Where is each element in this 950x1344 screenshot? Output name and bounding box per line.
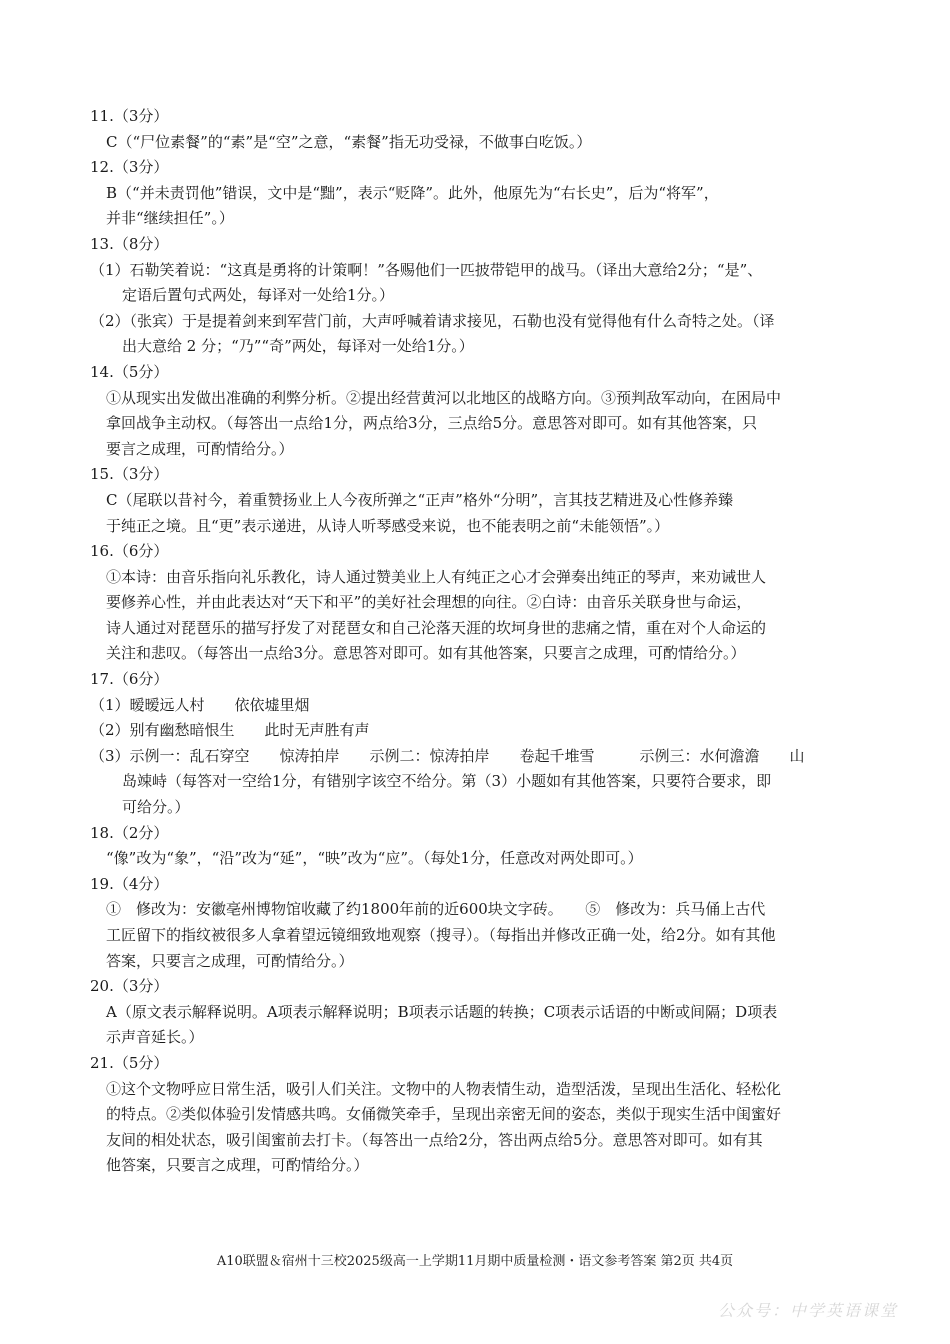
question-number: 21.（5分） bbox=[90, 1053, 169, 1072]
answer-line: 可给分。） bbox=[122, 798, 190, 817]
answer-line: 他答案，只要言之成理，可酌情给分。） bbox=[106, 1156, 369, 1175]
answer-line: 并非“继续担任”。） bbox=[106, 209, 234, 228]
answer-line: ①本诗：由音乐指向礼乐教化，诗人通过赞美业上人有纯正之心才会弹奏出纯正的琴声，来劝诫世人 bbox=[106, 567, 767, 586]
answer-line: 的特点。②类似体验引发情感共鸣。女俑微笑牵手，呈现出亲密无间的姿态，类似于现实生活中闺蜜好 bbox=[106, 1105, 782, 1124]
answer-line: 定语后置句式两处，每译对一处给1分。） bbox=[122, 286, 395, 305]
answer-line: 工匠留下的指纹被很多人拿着望远镜细致地观察（搜寻）。（每指出并修改正确一处，给2分。如有其他 bbox=[106, 926, 776, 944]
answer-line: B（“并未责罚他”错误，文中是“黜”，表示“贬降”。此外，他原先为“右长史”，后为“将军”， bbox=[106, 183, 719, 202]
answer-line: （2）（张宾）于是提着剑来到军营门前，大声呼喊着请求接见，石勒也没有觉得他有什么奇特之处。（译 bbox=[90, 311, 775, 330]
answer-line: 要修养心性，并由此表达对“天下和平”的美好社会理想的向往。②白诗：由音乐关联身世与命运， bbox=[106, 593, 752, 612]
answer-line: 于纯正之境。且“更”表示递进，从诗人听琴感受来说，也不能表明之前“未能领悟”。） bbox=[106, 516, 670, 535]
answer-line: A（原文表示解释说明。A项表示解释说明；B项表示话题的转换；C项表示话语的中断或间隔；D项表 bbox=[106, 1002, 778, 1021]
answer-line: “像”改为“象”，“沿”改为“延”，“映”改为“应”。（每处1分，任意改对两处即可。） bbox=[106, 849, 643, 868]
answer-line: 示声音延长。） bbox=[106, 1028, 204, 1047]
answer-line: 友间的相处状态，吸引闺蜜前去打卡。（每答出一点给2分，答出两点给5分。意思答对即可。如有其 bbox=[106, 1130, 763, 1149]
question-number: 14.（5分） bbox=[90, 362, 169, 381]
question-number: 13.（8分） bbox=[90, 234, 169, 253]
answer-line: 诗人通过对琵琶乐的描写抒发了对琵琶女和自己沦落天涯的坎坷身世的悲痛之情，重在对个人命运的 bbox=[106, 618, 767, 637]
answer-line: 关注和悲叹。（每答出一点给3分。意思答对即可。如有其他答案，只要言之成理，可酌情给分。） bbox=[106, 644, 746, 663]
question-number: 16.（6分） bbox=[90, 542, 169, 561]
answer-line: C（“尸位素餐”的“素”是“空”之意，“素餐”指无功受禄，不做事白吃饭。） bbox=[106, 132, 592, 151]
answer-line: C（尾联以昔衬今，着重赞扬业上人今夜所弹之“正声”格外“分明”，言其技艺精进及心性修养臻 bbox=[106, 490, 734, 509]
answer-line: 要言之成理，可酌情给分。） bbox=[106, 439, 294, 458]
question-number: 17.（6分） bbox=[90, 670, 169, 689]
question-number: 15.（3分） bbox=[90, 465, 169, 484]
answer-line: ①从现实出发做出准确的利弊分析。②提出经营黄河以北地区的战略方向。③预判敌军动向，在困局中 bbox=[106, 388, 782, 407]
answer-line: 出大意给 2 分；“乃”“奇”两处，每译对一处给1分。） bbox=[122, 337, 474, 356]
question-number: 20.（3分） bbox=[90, 977, 169, 996]
answer-line: 岛竦峙（每答对一空给1分，有错别字该空不给分。第（3）小题如有其他答案，只要符合要求，即 bbox=[122, 772, 772, 791]
question-number: 19.（4分） bbox=[90, 874, 169, 893]
answer-line: （3）示例一：乱石穿空 惊涛拍岸 示例二：惊涛拍岸 卷起千堆雪 示例三：水何澹澹 山 bbox=[90, 746, 805, 765]
question-number: 18.（2分） bbox=[90, 823, 169, 842]
question-number: 12.（3分） bbox=[90, 158, 169, 177]
answer-line: ① 修改为：安徽亳州博物馆收藏了约1800年前的近600块文字砖。 ⑤ 修改为：兵马俑上古代 bbox=[106, 900, 766, 919]
answer-content bbox=[90, 104, 860, 1179]
answer-line: 答案，只要言之成理，可酌情给分。） bbox=[106, 951, 354, 970]
page-footer: A10联盟＆宿州十三校2025级高一上学期11月期中质量检测・语文参考答案 第2页 共4页 bbox=[216, 1254, 734, 1269]
answer-line: ①这个文物呼应日常生活，吸引人们关注。文物中的人物表情生动，造型活泼，呈现出生活化、轻松化 bbox=[106, 1079, 782, 1098]
answer-line: （1）石勒笑着说：“这真是勇将的计策啊！”各赐他们一匹披带铠甲的战马。（译出大意给2分；“是”、 bbox=[90, 260, 763, 279]
question-number: 11.（3分） bbox=[90, 107, 169, 125]
answer-line: 拿回战争主动权。（每答出一点给1分，两点给3分，三点给5分。意思答对即可。如有其他答案，只 bbox=[106, 414, 758, 433]
watermark: 公众号：中学英语课堂 bbox=[717, 1301, 898, 1320]
answer-line: （1）暧暧远人村 依依墟里烟 bbox=[90, 695, 310, 714]
answer-line: （2）别有幽愁暗恨生 此时无声胜有声 bbox=[90, 721, 370, 740]
